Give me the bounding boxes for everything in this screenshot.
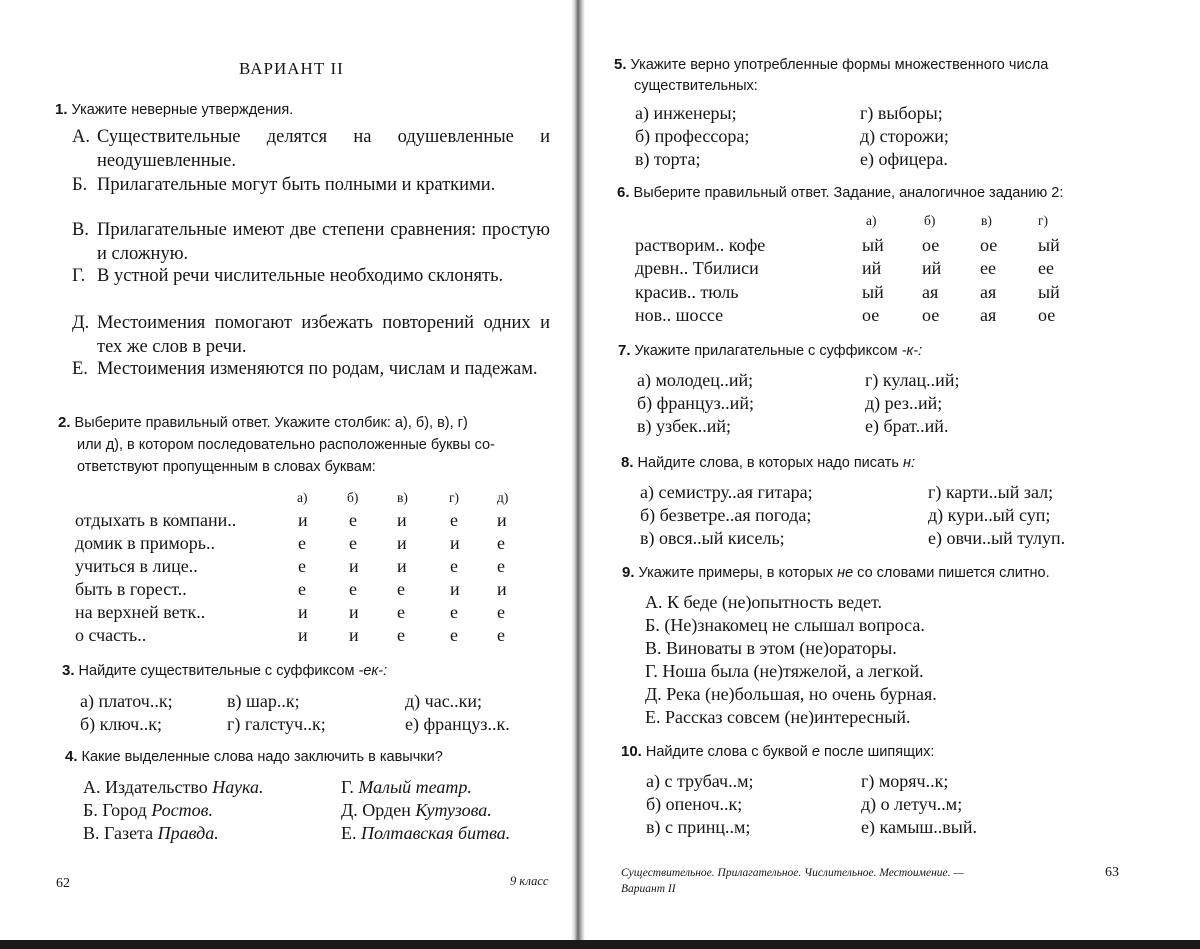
table-cell: и bbox=[298, 625, 308, 645]
option-item: д) сторожи; bbox=[860, 126, 949, 146]
table-row-word: нов.. шоссе bbox=[635, 305, 724, 325]
question-number: 9. bbox=[622, 564, 635, 581]
option-item: б) ключ..к; bbox=[80, 714, 162, 734]
option-item: д) кури..ый суп; bbox=[928, 505, 1051, 525]
column-header: в) bbox=[397, 490, 408, 505]
option-item: Б. Город Ростов. bbox=[83, 800, 213, 820]
table-row-word: отдыхать в компани.. bbox=[75, 510, 237, 530]
table-cell: ое bbox=[862, 305, 880, 325]
table-cell: е bbox=[497, 625, 505, 645]
statement-item: Б. Прилагательные могут быть полными и краткими. bbox=[72, 175, 496, 195]
table-cell: е bbox=[450, 556, 458, 576]
option-item: а) молодец..ий; bbox=[637, 370, 754, 390]
table-cell: ая bbox=[922, 282, 939, 302]
option-item: В. Газета Правда. bbox=[83, 823, 219, 843]
column-header: г) bbox=[1038, 213, 1049, 228]
table-cell: и bbox=[450, 579, 460, 599]
table-cell: е bbox=[497, 533, 505, 553]
question-10-prompt: 10. Найдите слова с буквой е после шипящих: bbox=[621, 743, 935, 760]
question-7-prompt: 7. Укажите прилагательные с суффиксом -к-: bbox=[618, 342, 923, 359]
table-cell: и bbox=[349, 625, 359, 645]
question-number: 5. bbox=[614, 56, 627, 73]
option-item: в) узбек..ий; bbox=[637, 416, 732, 436]
table-cell: ая bbox=[980, 282, 997, 302]
table-cell: е bbox=[450, 602, 458, 622]
question-number: 2. bbox=[58, 414, 71, 431]
table-cell: ый bbox=[862, 235, 884, 255]
variant-title: ВАРИАНТ II bbox=[239, 59, 344, 78]
table-cell: и bbox=[397, 533, 407, 553]
table-row-word: растворим.. кофе bbox=[635, 235, 766, 255]
suffix-label: -ек-: bbox=[358, 663, 388, 679]
question-9-prompt: 9. Укажите примеры, в которых не со словами пишется слитно. bbox=[622, 564, 1050, 581]
option-item: г) кулац..ий; bbox=[865, 370, 960, 390]
statement-item: А. Существительные делятся на одушевленные и неодушевленные. bbox=[72, 127, 550, 171]
option-item: б) безветре..ая погода; bbox=[640, 505, 812, 525]
option-item: е) брат..ий. bbox=[865, 416, 949, 436]
table-cell: ий bbox=[922, 258, 942, 278]
option-item: Г. Малый театр. bbox=[341, 777, 472, 797]
column-header: г) bbox=[449, 490, 460, 505]
option-item: в) торта; bbox=[635, 149, 701, 169]
option-item: г) моряч..к; bbox=[861, 771, 949, 791]
option-item: б) профессора; bbox=[635, 126, 750, 146]
option-item: А. Издательство Наука. bbox=[83, 777, 264, 797]
question-4-prompt: 4. Какие выделенные слова надо заключить в кавычки? bbox=[65, 748, 443, 765]
table-cell: ее bbox=[980, 258, 996, 278]
option-item: г) карти..ый зал; bbox=[928, 482, 1054, 502]
column-header: д) bbox=[497, 490, 509, 505]
table-cell: ее bbox=[1038, 258, 1054, 278]
table-row-word: на верхней ветк.. bbox=[75, 602, 206, 622]
table-cell: и bbox=[298, 510, 308, 530]
table-cell: ая bbox=[980, 305, 997, 325]
table-cell: ый bbox=[1038, 282, 1060, 302]
option-item: д) о летуч..м; bbox=[861, 794, 963, 814]
option-item: Г. Ноша была (не)тяжелой, а легкой. bbox=[645, 661, 924, 681]
table-cell: ый bbox=[1038, 235, 1060, 255]
option-item: б) опеноч..к; bbox=[646, 794, 743, 814]
question-3-prompt: 3. Найдите существительные с суффиксом -ек-: bbox=[62, 662, 388, 679]
table-cell: и bbox=[349, 556, 359, 576]
option-item: е) камыш..вый. bbox=[861, 817, 978, 837]
table-row-word: быть в горест.. bbox=[75, 579, 187, 599]
page-number: 62 bbox=[56, 876, 70, 891]
question-number: 4. bbox=[65, 748, 78, 765]
table-cell: е bbox=[497, 602, 505, 622]
table-cell: е bbox=[298, 533, 306, 553]
question-2-prompt: 2. Выберите правильный ответ. Укажите столбик: а), б), в), г) bbox=[58, 414, 468, 431]
statement-item: Е. Местоимения изменяются по родам, числам и падежам. bbox=[72, 359, 538, 379]
footer-topic: Существительное. Прилагательное. Числительное. Местоимение. — bbox=[621, 867, 964, 879]
table-cell: и bbox=[349, 602, 359, 622]
column-header: в) bbox=[981, 213, 992, 228]
option-item: в) шар..к; bbox=[227, 691, 300, 711]
table-cell: е bbox=[450, 510, 458, 530]
option-item: Д. Орден Кутузова. bbox=[341, 800, 492, 820]
table-cell: и bbox=[497, 510, 507, 530]
option-item: г) выборы; bbox=[860, 103, 943, 123]
statement-item: Г. В устной речи числительные необходимо склонять. bbox=[72, 266, 504, 286]
option-item: г) галстуч..к; bbox=[227, 714, 326, 734]
page-number: 63 bbox=[1105, 865, 1119, 880]
table-cell: ий bbox=[862, 258, 882, 278]
table-cell: е bbox=[397, 579, 405, 599]
table-cell: е bbox=[497, 556, 505, 576]
option-item: а) семистру..ая гитара; bbox=[640, 482, 813, 502]
option-item: В. Виноваты в этом (не)ораторы. bbox=[645, 638, 897, 658]
table-row-word: учиться в лице.. bbox=[75, 556, 198, 576]
option-item: в) с принц..м; bbox=[646, 817, 751, 837]
table-cell: и bbox=[497, 579, 507, 599]
table-cell: е bbox=[349, 533, 357, 553]
table-cell: е bbox=[397, 625, 405, 645]
column-header: а) bbox=[297, 490, 308, 505]
question-8-prompt: 8. Найдите слова, в которых надо писать н: bbox=[621, 454, 916, 471]
letter-label: н: bbox=[903, 455, 916, 471]
column-header: б) bbox=[924, 213, 936, 228]
option-item: а) инженеры; bbox=[635, 103, 737, 123]
table-cell: е bbox=[397, 602, 405, 622]
question-number: 3. bbox=[62, 662, 75, 679]
question-2-prompt-line: ответствуют пропущенным в словах буквам: bbox=[77, 459, 376, 475]
question-number: 1. bbox=[55, 101, 68, 118]
table-cell: е bbox=[450, 625, 458, 645]
option-item: е) француз..к. bbox=[405, 714, 510, 734]
option-item: в) овся..ый кисель; bbox=[640, 528, 785, 548]
option-item: Е. Полтавская битва. bbox=[341, 823, 511, 843]
table-row-word: домик в приморь.. bbox=[75, 533, 215, 553]
question-5-prompt: 5. Укажите верно употребленные формы множественного числа bbox=[614, 56, 1049, 73]
statement-item: Д. Местоимения помогают избежать повторений одних и тех же слов в речи. bbox=[72, 313, 550, 357]
question-1-prompt: 1. Укажите неверные утверждения. bbox=[55, 101, 294, 118]
table-cell: е bbox=[298, 556, 306, 576]
question-number: 7. bbox=[618, 342, 631, 359]
scan-bottom-edge bbox=[0, 940, 1200, 949]
table-cell: е bbox=[298, 579, 306, 599]
option-item: а) с трубач..м; bbox=[646, 771, 754, 791]
option-item: а) платоч..к; bbox=[80, 691, 173, 711]
question-5-prompt-line: существительных: bbox=[634, 78, 758, 94]
option-item: А. К беде (не)опытность ведет. bbox=[645, 592, 882, 612]
table-cell: и bbox=[450, 533, 460, 553]
table-cell: и bbox=[397, 510, 407, 530]
table-cell: ое bbox=[1038, 305, 1056, 325]
table-cell: е bbox=[349, 510, 357, 530]
option-item: Д. Река (не)большая, но очень бурная. bbox=[645, 684, 937, 704]
option-item: д) рез..ий; bbox=[865, 393, 943, 413]
table-cell: и bbox=[298, 602, 308, 622]
column-header: б) bbox=[347, 490, 359, 505]
option-item: Б. (Не)знакомец не слышал вопроса. bbox=[645, 615, 925, 635]
question-6-prompt: 6. Выберите правильный ответ. Задание, аналогичное заданию 2: bbox=[617, 184, 1064, 201]
column-header: а) bbox=[866, 213, 877, 228]
table-cell: ое bbox=[922, 235, 940, 255]
table-cell: е bbox=[349, 579, 357, 599]
option-item: б) француз..ий; bbox=[637, 393, 754, 413]
table-row-word: древн.. Тбилиси bbox=[635, 258, 759, 278]
table-row-word: о счасть.. bbox=[75, 625, 147, 645]
option-item: Е. Рассказ совсем (не)интересный. bbox=[645, 707, 911, 727]
table-cell: и bbox=[397, 556, 407, 576]
table-cell: ое bbox=[922, 305, 940, 325]
question-number: 6. bbox=[617, 184, 630, 201]
option-item: д) час..ки; bbox=[405, 691, 483, 711]
question-number: 8. bbox=[621, 454, 634, 471]
suffix-label: -к-: bbox=[901, 343, 923, 359]
table-cell: ое bbox=[980, 235, 998, 255]
option-item: е) овчи..ый тулуп. bbox=[928, 528, 1066, 548]
option-item: е) офицера. bbox=[860, 149, 948, 169]
table-row-word: красив.. тюль bbox=[635, 282, 739, 302]
footer-variant: Вариант II bbox=[621, 883, 676, 895]
statement-item: В. Прилагательные имеют две степени сравнения: простую и сложную. bbox=[72, 220, 550, 264]
book-spine bbox=[571, 0, 585, 949]
question-2-prompt-line: или д), в котором последовательно расположенные буквы со- bbox=[77, 437, 495, 453]
table-cell: ый bbox=[862, 282, 884, 302]
question-number: 10. bbox=[621, 743, 642, 760]
footer-class: 9 класс bbox=[510, 874, 549, 888]
